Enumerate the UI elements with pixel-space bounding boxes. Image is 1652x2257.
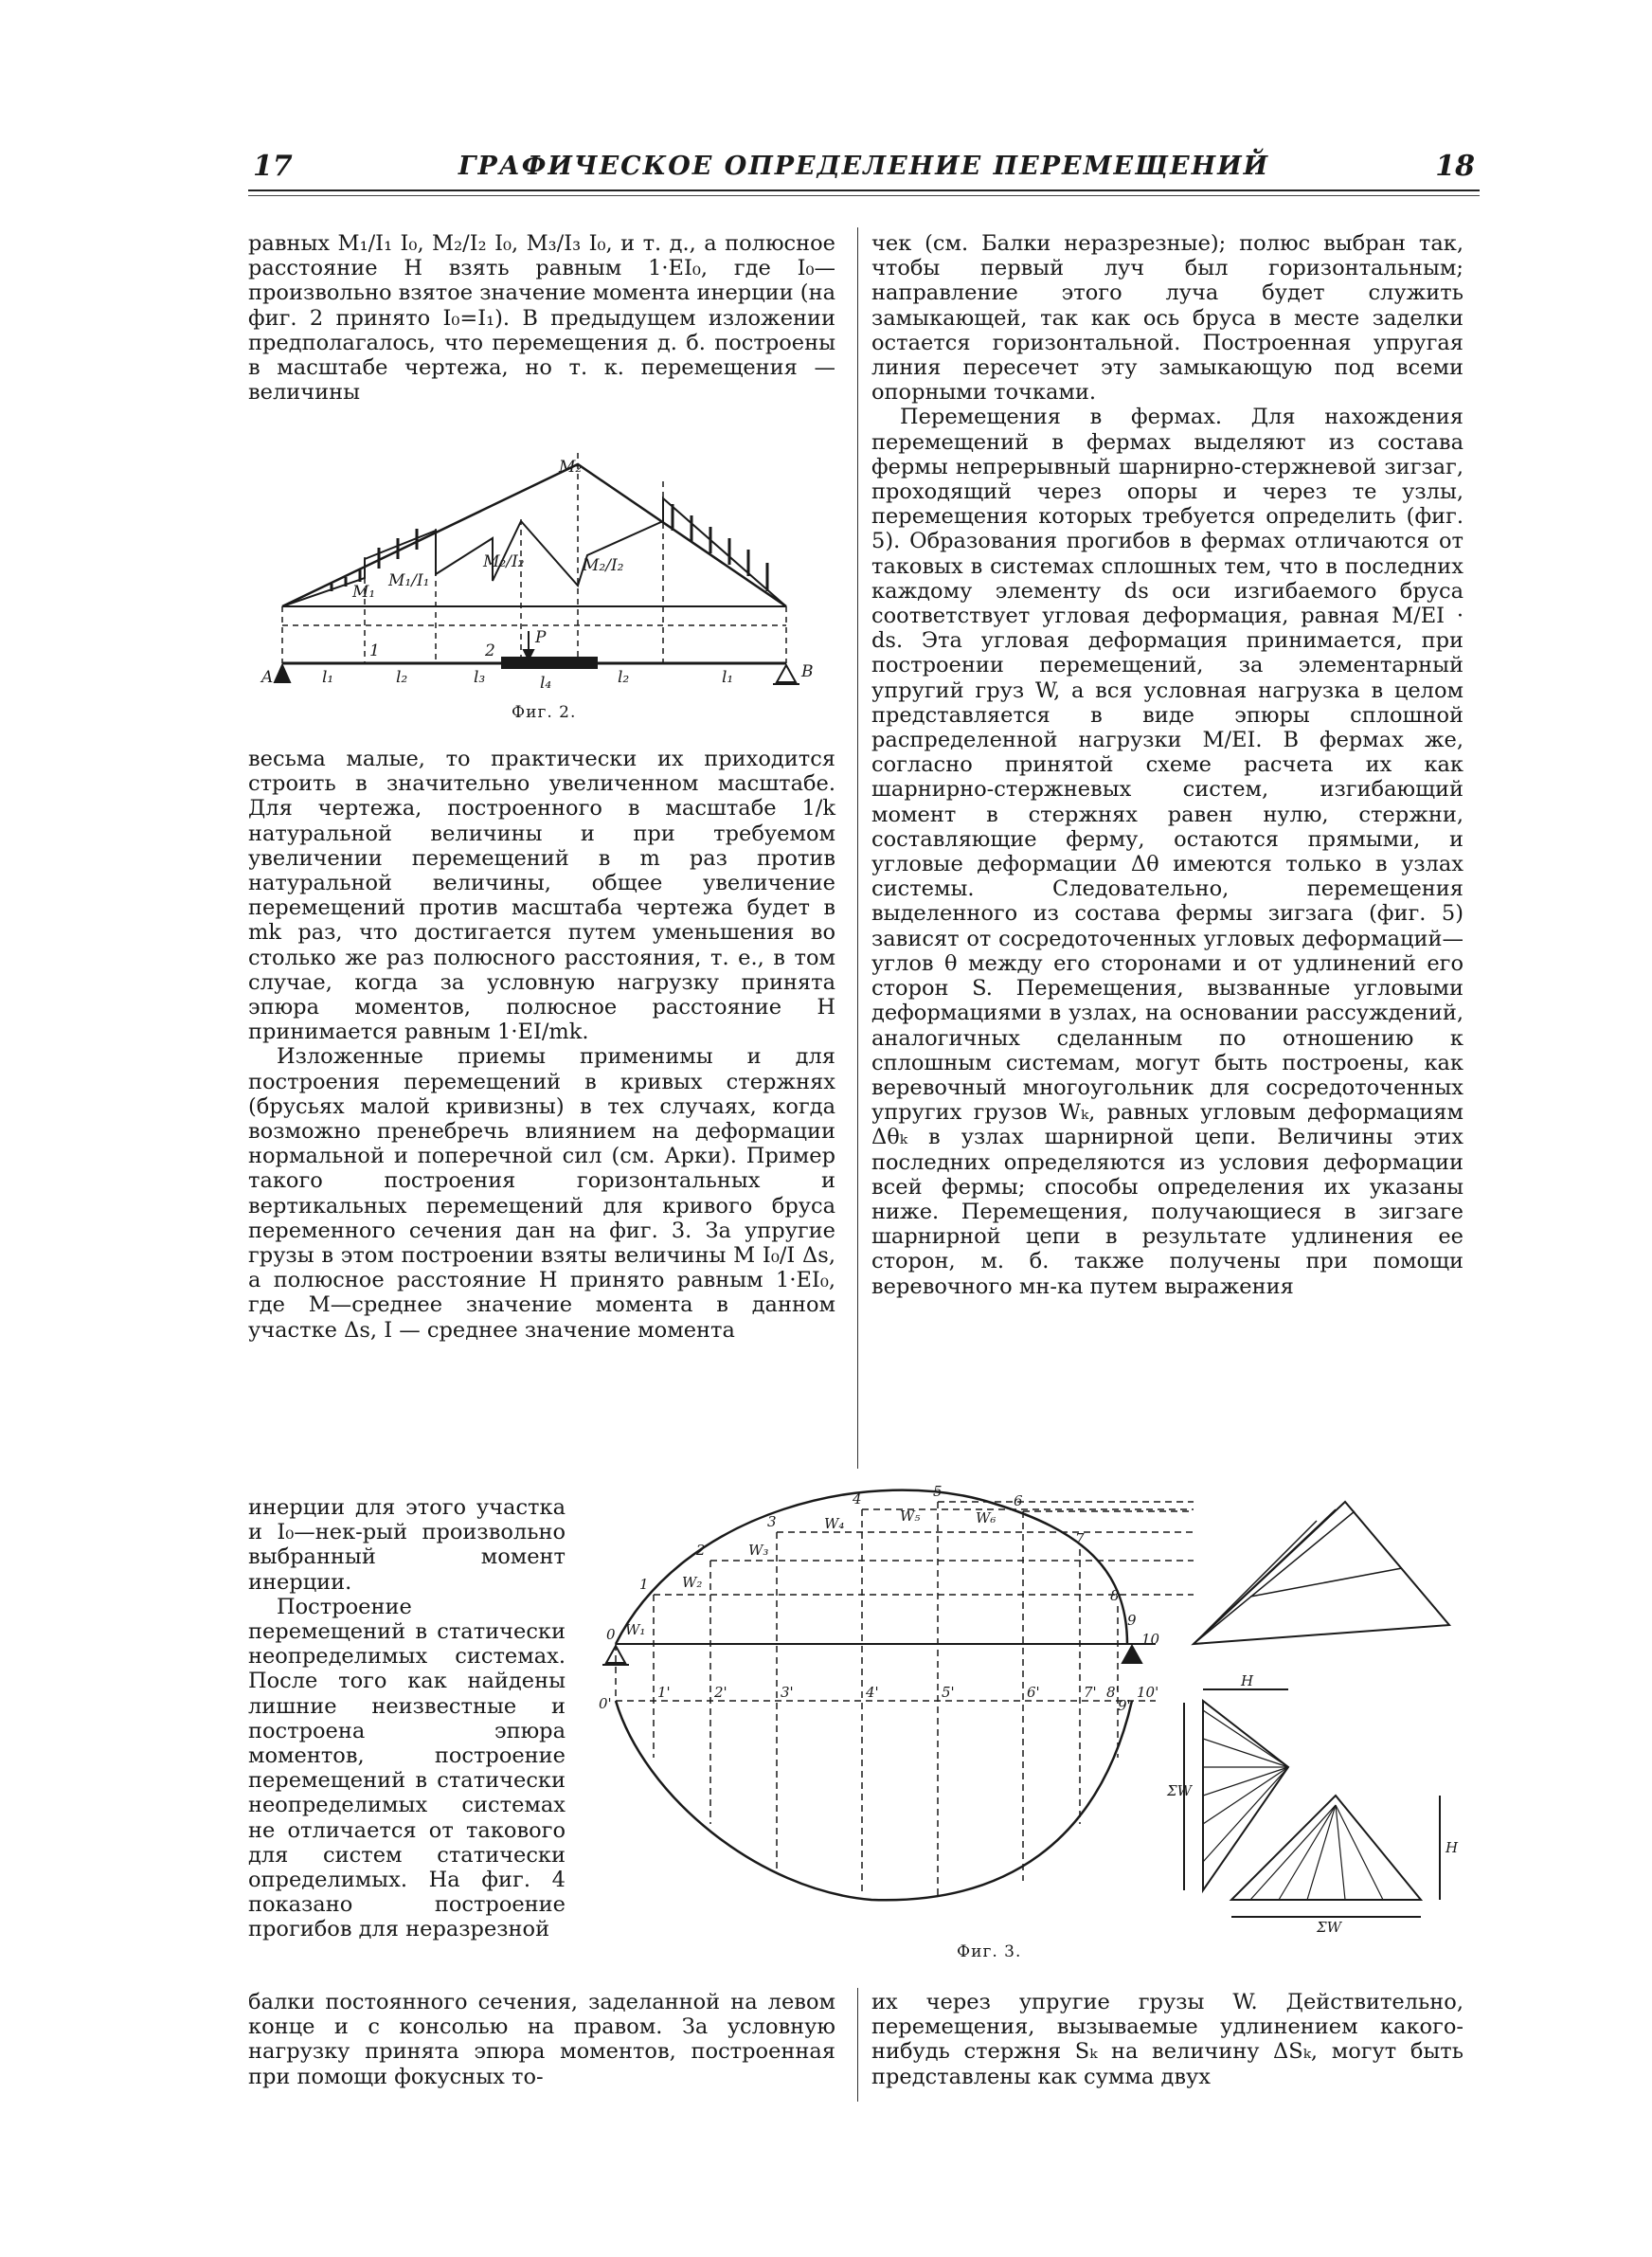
- page-number-left: 17: [253, 150, 293, 183]
- label-M1-I1: M₁/I₁: [388, 571, 430, 590]
- paragraph: Изложенные приемы применимы и для построения перемещений в кривых стержнях (брусьях малой кривизны) в тех случаях, когда возможно пренебречь влиянием на деформации нормальной и поперечной сил (см. Арки). Пример такого построения горизонтальных и вертикальных перемещений для кривого бруса переменного сечения дан на фиг. 3. За упругие грузы в этом построении взяты величины M I₀/I Δs, а полюсное расстояние H принято равным 1·EI₀, где M—среднее значение момента в данном участке Δs, I — среднее значение момента: [248, 1044, 835, 1343]
- fig3-label-3p: 3': [781, 1684, 794, 1701]
- fig3-label-7p: 7': [1084, 1684, 1097, 1701]
- label-M2-I2-right: M₂/I₂: [583, 556, 624, 575]
- left-text-block-narrow: [248, 1495, 566, 1942]
- page-header: [248, 150, 1480, 188]
- fig3-label-5p: 5': [942, 1684, 955, 1701]
- fig3-label-W6: W₆: [976, 1509, 997, 1526]
- figure-2-caption: Фиг. 2.: [512, 703, 577, 722]
- fig3-label-H-top: H: [1241, 1672, 1254, 1689]
- label-l1: l₁: [322, 668, 334, 687]
- fig3-label-H-right: H: [1446, 1839, 1459, 1856]
- fig3-label-W5: W₅: [900, 1508, 921, 1525]
- header-rule-thin: [248, 195, 1480, 196]
- fig3-label-W3: W₃: [748, 1542, 769, 1559]
- fig3-label-9p: 9': [1118, 1697, 1131, 1714]
- fig3-label-8: 8: [1110, 1587, 1120, 1604]
- column-divider-top: [857, 227, 858, 1469]
- column-divider-bottom: [857, 1988, 858, 2102]
- figure-2-diagram: [261, 443, 814, 701]
- fig3-label-6p: 6': [1027, 1684, 1040, 1701]
- label-1: 1: [369, 641, 380, 660]
- label-l2-right: l₂: [618, 668, 630, 687]
- fig3-label-2: 2: [696, 1542, 706, 1559]
- fig3-label-0p: 0': [599, 1695, 612, 1712]
- fig3-label-7: 7: [1075, 1530, 1085, 1547]
- fig3-label-5: 5: [933, 1483, 943, 1500]
- fig3-label-3: 3: [767, 1513, 777, 1530]
- fig3-label-4: 4: [853, 1490, 862, 1508]
- paragraph: их через упругие грузы W. Действительно, перемещения, вызываемые удлинением какого-нибудь стержня Sₖ на величину ΔSₖ, могут быть представлены как сумма двух: [871, 1990, 1463, 2089]
- fig3-label-2p: 2': [714, 1684, 727, 1701]
- header-rule: [248, 190, 1480, 191]
- fig3-label-1p: 1': [657, 1684, 671, 1701]
- paragraph: инерции для этого участка и I₀—нек-рый произвольно выбранный момент инерции.: [248, 1495, 566, 1595]
- left-text-block-1: [248, 231, 835, 405]
- label-l4: l₄: [540, 674, 552, 693]
- figure-3-diagram: [587, 1483, 1478, 1936]
- fig3-label-W4: W₄: [824, 1515, 845, 1532]
- fig3-label-8p: 8': [1106, 1684, 1120, 1701]
- running-title: ГРАФИЧЕСКОЕ ОПРЕДЕЛЕНИЕ ПЕРЕМЕЩЕНИЙ: [458, 152, 1270, 181]
- label-A: A: [261, 668, 274, 687]
- fig3-label-10p: 10': [1137, 1684, 1159, 1701]
- left-text-block-2: [248, 747, 835, 1343]
- label-M1: M₁: [352, 583, 376, 602]
- paragraph: балки постоянного сечения, заделанной на левом конце и с консолью на правом. За условную нагрузку принята эпюра моментов, построенная при помощи фокусных то-: [248, 1990, 835, 2089]
- right-text-block-2: [871, 1990, 1463, 2089]
- fig3-label-9: 9: [1127, 1612, 1137, 1629]
- label-2: 2: [485, 641, 495, 660]
- label-P: P: [535, 628, 547, 647]
- label-l1-right: l₁: [722, 668, 734, 687]
- page-number-right: 18: [1435, 150, 1475, 183]
- fig3-label-sumW-bottom: ΣW: [1317, 1919, 1342, 1936]
- label-M2-I2: M₂/I₂: [483, 552, 525, 571]
- fig3-label-6: 6: [1014, 1492, 1023, 1509]
- fig3-label-4p: 4': [866, 1684, 879, 1701]
- label-M2-top: M₂: [559, 458, 583, 477]
- fig3-label-W2: W₂: [682, 1574, 703, 1591]
- fig3-label-W1: W₁: [625, 1621, 646, 1638]
- label-l3: l₃: [474, 668, 486, 687]
- fig3-label-0: 0: [606, 1626, 616, 1643]
- paragraph: равных M₁/I₁ I₀, M₂/I₂ I₀, M₃/I₃ I₀, и т. д., а полюсное расстояние H взять равным 1·EI₀, где I₀—произвольно взятое значение момента инерции (на фиг. 2 принято I₀=I₁). В предыдущем изложении предполагалось, что перемещения д. б. построены в масштабе чертежа, но т. к. перемещения — величины: [248, 231, 835, 406]
- right-text-block-1: [871, 231, 1463, 1299]
- paragraph: Перемещения в фермах. Для нахождения перемещений в фермах выделяют из состава фермы непрерывный шарнирно-стержневой зигзаг, проходящий через опоры и через те узлы, перемещения которых требуется определить (фиг. 5). Образования прогибов в фермах отличаются от таковых в системах сплошных тем, что в последних каждому элементу ds оси изгибаемого бруса соответствует угловая деформация, равная M/EI · ds. Эта угловая деформация принимается, при построении перемещений, за элементарный упругий груз W, а вся условная нагрузка в целом представляется в виде эпюры сплошной распределенной нагрузки M/EI. В фермах же, согласно принятой схеме расчета их как шарнирно-стержневых систем, изгибающий момент в стержнях равен нулю, стержни, составляющие ферму, остаются прямыми, и угловые деформации Δθ имеются только в узлах системы. Следовательно, перемещения выделенного из состава фермы зигзага (фиг. 5) зависят от сосредоточенных угловых деформаций—углов θ между его сторонами и от удлинений его сторон S. Перемещения, вызванные угловыми деформациями в узлах, на основании рассуждений, аналогичных сделанным по отношению к сплошным системам, могут быть построены, как веревочный многоугольник для сосредоточенных упругих грузов Wₖ, равных угловым деформациям Δθₖ в узлах шарнирной цепи. Величины этих последних определяются из условия деформации всей фермы; способы определения их указаны ниже. Перемещения, получающиеся в зигзаге шарнирной цепи в результате удлинения ее сторон, м. б. также получены при помощи веревочного мн-ка путем выражения: [871, 405, 1463, 1299]
- figure-3-caption: Фиг. 3.: [957, 1942, 1022, 1961]
- fig3-label-sumW-left: ΣW: [1167, 1782, 1193, 1799]
- label-B: B: [801, 662, 814, 681]
- paragraph: чек (см. Балки неразрезные); полюс выбран так, чтобы первый луч был горизонтальным; направление этого луча будет служить замыкающей, так как ось бруса в месте заделки остается горизонтальной. Построенная упругая линия пересечет эту замыкающую под всеми опорными точками.: [871, 231, 1463, 406]
- fig3-label-1: 1: [639, 1576, 649, 1593]
- left-text-block-3: [248, 1990, 835, 2089]
- fig3-label-10: 10: [1141, 1631, 1160, 1648]
- paragraph: Построение перемещений в статически неопределимых системах. После того как найдены лишние неизвестные и построена эпюра моментов, построение перемещений в статически неопределимых системах не отличается от такового для систем статически определимых. На фиг. 4 показано построение прогибов для неразрезной: [248, 1594, 566, 1942]
- paragraph: весьма малые, то практически их приходится строить в значительно увеличенном масштабе. Для чертежа, построенного в масштабе 1/k натуральной величины и при требуемом увеличении перемещений в m раз против натуральной величины, общее увеличение перемещений против масштаба чертежа будет в mk раз, что достигается путем уменьшения во столько же раз полюсного расстояния, т. е., в том случае, когда за условную нагрузку принята эпюра моментов, полюсное расстояние H принимается равным 1·EI/mk.: [248, 747, 835, 1045]
- label-l2: l₂: [396, 668, 408, 687]
